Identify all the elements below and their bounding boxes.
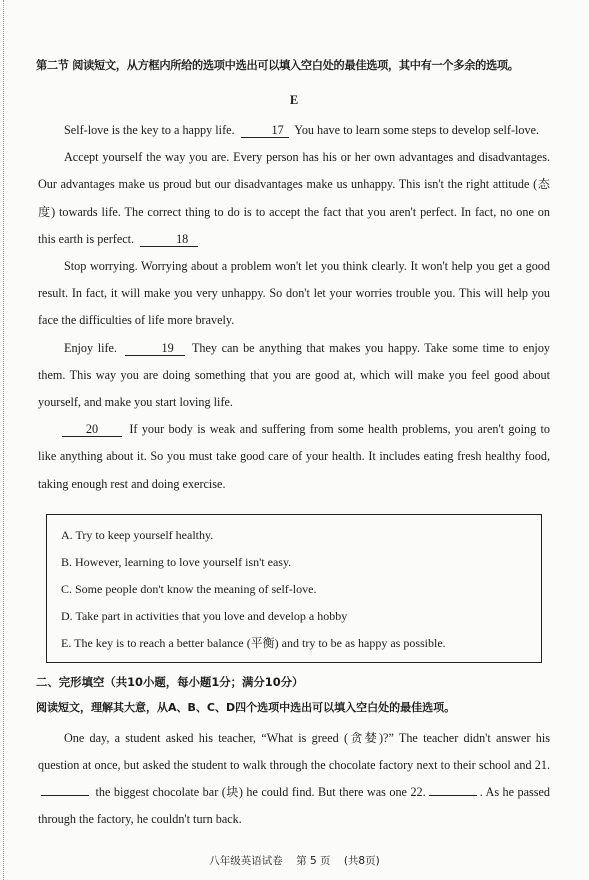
blank-19: 19 [125, 341, 185, 356]
footer-exam-title: 八年级英语试卷 [209, 855, 283, 867]
option-b: B. However, learning to love yourself isn't easy. [61, 554, 292, 569]
cloze-text-3: . As he passed through the factory, he couldn't turn back. [38, 785, 551, 827]
option-a: A. Try to keep yourself healthy. [61, 527, 214, 542]
footer-total-pages: (共8页) [343, 855, 380, 867]
section-heading: 第二节 阅读短文，从方框内所给的选项中选出可以填入空白处的最佳选项，其中有一个多余的选项。 [36, 59, 519, 72]
passage-letter: E [289, 93, 299, 107]
paragraph-3: Stop worrying. Worrying about a problem won't let you think clearly. It won't help you get a good result. In fact, it will make you very unhappy. So don't let your worries trouble you. This will help you face the difficulties of life more bravely. [38, 259, 550, 328]
cloze-text-1: One day, a student asked his teacher, “What is greed (贪婪)?” The teacher didn't answer his question at once, but asked the student to walk through the chocolate factory next to their school and [38, 730, 550, 773]
cloze-text-2: the biggest chocolate bar (块) he could find. But there was one [95, 785, 407, 800]
p5-text-after: If your body is weak and suffering from some health problems, you aren't going to like anything about it. So you must take good care of your health. It includes eating fresh healthy food, taking enough rest and doing exercise. [38, 422, 550, 491]
section2-heading: 二、完形填空（共10小题，每小题1分；满分10分） [36, 674, 304, 689]
paragraph-2 [38, 144, 550, 253]
option-c: C. Some people don't know the meaning of self-love. [61, 581, 317, 596]
page-footer [0, 853, 589, 868]
paragraph-1 [38, 117, 550, 144]
p1-text-after: You have to learn some steps to develop self-love. [294, 123, 540, 137]
section2-instruction: 阅读短文，理解其大意，从A、B、C、D四个选项中选出可以填入空白处的最佳选项。 [36, 700, 456, 714]
blank-21 [41, 795, 89, 796]
p1-text-before: Self-love is the key to a happy life. [64, 123, 235, 137]
paragraph-4 [38, 335, 550, 417]
p4-text-after: They can be anything that makes you happy. Take some time to enjoy them. This way you are doing something that you are good at, which will make you feel good about yourself, and make you start loving life. [38, 340, 551, 410]
p2-text: Accept yourself the way you are. Every person has his or her own advantages and disadvantages. Our advantages make us proud but our disadvantages make us unhappy. This isn't the right attitude (态度) towards life. The correct thing to do is to accept the fact that you aren't perfect. In fact, no one on this earth is perfect. [38, 150, 550, 246]
option-d: D. Take part in activities that you love and develop a hobby [61, 608, 348, 623]
option-e: E. The key is to reach a better balance (平衡) and try to be as happy as possible. [61, 635, 446, 650]
footer-page-number: 第 5 页 [296, 855, 331, 867]
blank-20: 20 [62, 422, 122, 437]
paragraph-5 [38, 416, 550, 498]
q21-number: 21. [534, 758, 551, 773]
binding-margin [3, 0, 7, 880]
blank-22 [429, 795, 477, 796]
q22-number: 22. [410, 785, 426, 800]
exam-page [38, 57, 550, 834]
p4-text-before: Enjoy life. [64, 340, 117, 355]
cloze-paragraph [38, 725, 550, 834]
blank-17: 17 [241, 123, 289, 138]
options-box [46, 514, 542, 663]
blank-18: 18 [140, 232, 198, 247]
